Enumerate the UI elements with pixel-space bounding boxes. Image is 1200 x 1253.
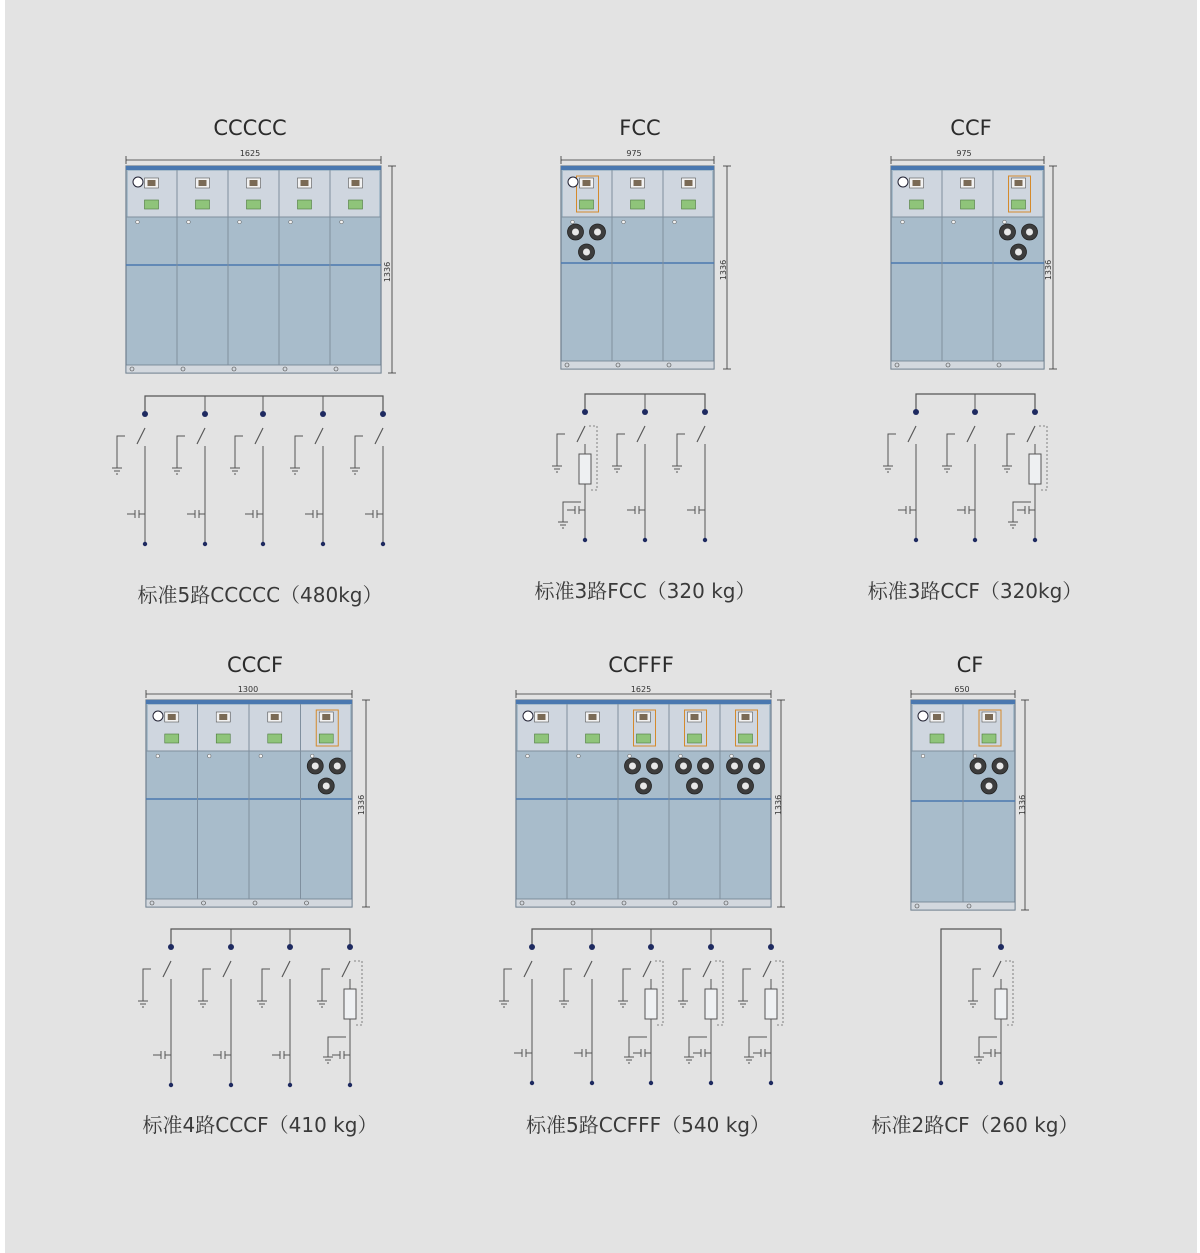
config-title-cf: CF [956, 653, 984, 677]
bus-junction-node [142, 411, 148, 417]
brand-logo-icon [898, 177, 908, 187]
feeder-terminal-node [169, 1083, 173, 1087]
feeder-terminal-node [348, 1083, 352, 1087]
earthing-switch [295, 436, 303, 458]
bus-junction-node [529, 944, 535, 950]
cabinet-top-strip [516, 700, 771, 704]
bus-junction-node [380, 411, 386, 417]
cabinet-ccfff [516, 690, 785, 907]
width-dimension-ccfff: 1625 [630, 685, 652, 694]
cabinet-base [146, 899, 352, 907]
knob [952, 220, 956, 224]
earthing-switch [143, 969, 151, 991]
load-switch-blade [197, 428, 205, 444]
knob [673, 220, 677, 224]
page-background [5, 0, 1197, 1253]
cabinet-base [561, 361, 714, 369]
feeder-terminal-node [229, 1083, 233, 1087]
cabinet-ccccc [126, 156, 396, 373]
bus-junction-node [260, 411, 266, 417]
fuse-icon [645, 989, 657, 1019]
cabinet-fcc [561, 156, 731, 369]
width-dimension-ccccc: 1625 [239, 149, 261, 158]
earthing-switch [623, 969, 631, 991]
bus-junction-node [589, 944, 595, 950]
earthing-switch [322, 969, 330, 991]
load-switch-blade [908, 426, 916, 442]
knob [577, 754, 581, 758]
height-dimension-fcc: 1336 [719, 259, 728, 281]
bus-junction-node [702, 409, 708, 415]
mimic-indicator-core [933, 714, 941, 720]
fuse-gauge-dial [691, 783, 698, 790]
fuse-gauge-dial [651, 763, 658, 770]
load-switch-blade [375, 428, 383, 444]
width-dimension-cf: 650 [954, 685, 970, 694]
earthing-switch [617, 434, 625, 456]
earthing-switch [203, 969, 211, 991]
load-switch-blade [163, 961, 171, 977]
status-indicator [688, 734, 702, 743]
fuse-gauge-dial [572, 229, 579, 236]
knob [259, 754, 263, 758]
fuse-gauge-dial [583, 249, 590, 256]
status-indicator [535, 734, 549, 743]
knob [973, 754, 977, 758]
status-indicator [216, 734, 230, 743]
fuse-gauge-dial [680, 763, 687, 770]
mimic-indicator-core [985, 714, 993, 720]
load-switch-blade [524, 961, 532, 977]
fuse-gauge-dial [753, 763, 760, 770]
load-switch-blade [282, 961, 290, 977]
config-title-ccccc: CCCCC [213, 116, 287, 140]
single-line-diagram-fcc [552, 394, 708, 542]
feeder-terminal-node [1033, 538, 1037, 542]
feeder-terminal-node [288, 1083, 292, 1087]
width-dimension-cccf: 1300 [237, 685, 259, 694]
feeder-terminal-node [769, 1081, 773, 1085]
cabinet-top-strip [561, 166, 714, 170]
config-caption-cccf: 标准4路CCCF（410 kg） [142, 1113, 378, 1137]
bus-junction-node [708, 944, 714, 950]
config-title-ccf: CCF [950, 116, 992, 140]
cabinet-base [911, 902, 1015, 910]
height-dimension-ccccc: 1336 [383, 261, 392, 283]
bus-junction-node [642, 409, 648, 415]
knob [156, 754, 160, 758]
mimic-indicator-core [913, 180, 921, 186]
mimic-indicator-core [742, 714, 750, 720]
earthing-switch [235, 436, 243, 458]
fuse-gauge-dial [1026, 229, 1033, 236]
status-indicator [165, 734, 179, 743]
single-line-diagram-ccccc [112, 396, 386, 546]
load-switch-blade [1027, 426, 1035, 442]
load-switch-blade [703, 961, 711, 977]
status-indicator [580, 200, 594, 209]
feeder-terminal-node [203, 542, 207, 546]
config-caption-fcc: 标准3路FCC（320 kg） [534, 579, 756, 603]
status-indicator [682, 200, 696, 209]
feeder-terminal-node [530, 1081, 534, 1085]
fuse-gauge-dial [975, 763, 982, 770]
fuse-icon [705, 989, 717, 1019]
switchgear-diagram [5, 0, 1197, 1253]
mimic-indicator-core [301, 180, 309, 186]
load-switch-blade [584, 961, 592, 977]
fuse-icon [579, 454, 591, 484]
earthing-switch [677, 434, 685, 456]
config-caption-cf: 标准2路CF（260 kg） [871, 1113, 1079, 1137]
brand-logo-icon [568, 177, 578, 187]
earthing-switch [743, 969, 751, 991]
feeder-terminal-node [939, 1081, 943, 1085]
cabinet-top-strip [146, 700, 352, 704]
fuse-gauge-dial [1004, 229, 1011, 236]
knob [571, 220, 575, 224]
bus-junction-node [228, 944, 234, 950]
bus-junction-node [582, 409, 588, 415]
config-title-fcc: FCC [619, 116, 661, 140]
config-caption-ccccc: 标准5路CCCCC（480kg） [137, 583, 383, 607]
status-indicator [1012, 200, 1026, 209]
bus-junction-node [1032, 409, 1038, 415]
mimic-indicator-core [199, 180, 207, 186]
fuse-gauge-dial [986, 783, 993, 790]
lower-earthing-switch [629, 1037, 647, 1047]
cabinet-top-strip [911, 700, 1015, 704]
single-line-diagram-cf [939, 929, 1013, 1085]
earthing-switch [355, 436, 363, 458]
status-indicator [268, 734, 282, 743]
cabinet-cccf [146, 690, 370, 907]
load-switch-blade [637, 426, 645, 442]
fuse-gauge-dial [731, 763, 738, 770]
mimic-indicator-core [538, 714, 546, 720]
knob [730, 754, 734, 758]
earthing-switch [973, 969, 981, 991]
width-dimension-ccf: 975 [956, 149, 972, 158]
mimic-indicator-core [640, 714, 648, 720]
earthing-switch [683, 969, 691, 991]
cabinet-base [126, 365, 381, 373]
lower-earthing-switch [979, 1037, 997, 1047]
knob [628, 754, 632, 758]
load-switch-blade [697, 426, 705, 442]
height-dimension-ccf: 1336 [1044, 259, 1053, 281]
knob [310, 754, 314, 758]
busbar [941, 929, 1001, 1083]
cabinet-top-strip [126, 166, 381, 170]
load-switch-blade [342, 961, 350, 977]
load-switch-blade [255, 428, 263, 444]
bus-junction-node [347, 944, 353, 950]
mimic-indicator-core [589, 714, 597, 720]
load-switch-blade [993, 961, 1001, 977]
status-indicator [631, 200, 645, 209]
earthing-switch [564, 969, 572, 991]
bus-junction-node [648, 944, 654, 950]
fuse-gauge-dial [629, 763, 636, 770]
knob [340, 220, 344, 224]
mimic-indicator-core [271, 714, 279, 720]
status-indicator [961, 200, 975, 209]
earthing-switch [888, 434, 896, 456]
height-dimension-cccf: 1336 [357, 794, 366, 816]
single-line-diagram-cccf [138, 929, 362, 1087]
mimic-indicator-core [168, 714, 176, 720]
fuse-gauge-dial [640, 783, 647, 790]
cabinet-top-strip [891, 166, 1044, 170]
feeder-terminal-node [703, 538, 707, 542]
knob [901, 220, 905, 224]
feeder-terminal-node [583, 538, 587, 542]
load-switch-blade [577, 426, 585, 442]
cabinet-base [891, 361, 1044, 369]
fuse-gauge-dial [1015, 249, 1022, 256]
single-line-diagram-ccfff [499, 929, 783, 1085]
lower-earthing-switch [328, 1037, 346, 1047]
status-indicator [319, 734, 333, 743]
load-switch-blade [967, 426, 975, 442]
lower-earthing-switch [749, 1037, 767, 1047]
bus-junction-node [913, 409, 919, 415]
knob [289, 220, 293, 224]
load-switch-blade [643, 961, 651, 977]
cabinet-cf [911, 690, 1029, 910]
knob [921, 754, 925, 758]
load-switch-blade [223, 961, 231, 977]
fuse-gauge-dial [702, 763, 709, 770]
earthing-switch [177, 436, 185, 458]
mimic-indicator-core [322, 714, 330, 720]
feeder-terminal-node [321, 542, 325, 546]
fuse-gauge-dial [323, 783, 330, 790]
status-indicator [982, 734, 996, 743]
fuse-gauge-dial [997, 763, 1004, 770]
feeder-terminal-node [709, 1081, 713, 1085]
bus-junction-node [998, 944, 1004, 950]
brand-logo-icon [523, 711, 533, 721]
mimic-indicator-core [148, 180, 156, 186]
bus-junction-node [287, 944, 293, 950]
status-indicator [930, 734, 944, 743]
fuse-gauge-dial [312, 763, 319, 770]
mimic-indicator-core [1015, 180, 1023, 186]
status-indicator [247, 200, 261, 209]
width-dimension-fcc: 975 [626, 149, 642, 158]
config-title-cccf: CCCF [226, 653, 284, 677]
load-switch-blade [137, 428, 145, 444]
knob [622, 220, 626, 224]
bus-junction-node [972, 409, 978, 415]
fuse-icon [344, 989, 356, 1019]
fuse-gauge-dial [334, 763, 341, 770]
fuse-icon [995, 989, 1007, 1019]
bus-junction-node [168, 944, 174, 950]
status-indicator [145, 200, 159, 209]
bus-junction-node [768, 944, 774, 950]
bus-junction-node [202, 411, 208, 417]
feeder-terminal-node [973, 538, 977, 542]
load-switch-blade [315, 428, 323, 444]
earthing-switch [117, 436, 125, 458]
status-indicator [196, 200, 210, 209]
feeder-terminal-node [999, 1081, 1003, 1085]
feeder-terminal-node [261, 542, 265, 546]
cabinet-base [516, 899, 771, 907]
feeder-terminal-node [590, 1081, 594, 1085]
fuse-icon [1029, 454, 1041, 484]
knob [238, 220, 242, 224]
height-dimension-ccfff: 1336 [774, 794, 783, 816]
mimic-indicator-core [691, 714, 699, 720]
earthing-switch [504, 969, 512, 991]
feeder-terminal-node [643, 538, 647, 542]
lower-earthing-switch [689, 1037, 707, 1047]
brand-logo-icon [153, 711, 163, 721]
config-title-ccfff: CCFFF [608, 653, 674, 677]
brand-logo-icon [918, 711, 928, 721]
single-line-diagram-ccf [883, 394, 1047, 542]
mimic-indicator-core [634, 180, 642, 186]
cabinet-ccf [891, 156, 1057, 369]
fuse-gauge-dial [594, 229, 601, 236]
knob [207, 754, 211, 758]
fuse-icon [765, 989, 777, 1019]
knob [187, 220, 191, 224]
status-indicator [637, 734, 651, 743]
mimic-indicator-core [219, 714, 227, 720]
status-indicator [298, 200, 312, 209]
feeder-terminal-node [381, 542, 385, 546]
brand-logo-icon [133, 177, 143, 187]
config-caption-ccfff: 标准5路CCFFF（540 kg） [526, 1113, 770, 1137]
bus-junction-node [320, 411, 326, 417]
earthing-switch [557, 434, 565, 456]
earthing-switch [1007, 434, 1015, 456]
feeder-terminal-node [649, 1081, 653, 1085]
knob [679, 754, 683, 758]
knob [136, 220, 140, 224]
load-switch-blade [763, 961, 771, 977]
knob [526, 754, 530, 758]
status-indicator [739, 734, 753, 743]
fuse-gauge-dial [742, 783, 749, 790]
feeder-terminal-node [914, 538, 918, 542]
status-indicator [910, 200, 924, 209]
mimic-indicator-core [964, 180, 972, 186]
knob [1003, 220, 1007, 224]
busbar [171, 929, 350, 947]
mimic-indicator-core [685, 180, 693, 186]
mimic-indicator-core [352, 180, 360, 186]
status-indicator [349, 200, 363, 209]
feeder-terminal-node [143, 542, 147, 546]
height-dimension-cf: 1336 [1018, 794, 1027, 816]
config-caption-ccf: 标准3路CCF（320kg） [867, 579, 1083, 603]
mimic-indicator-core [250, 180, 258, 186]
earthing-switch [947, 434, 955, 456]
mimic-indicator-core [583, 180, 591, 186]
earthing-switch [262, 969, 270, 991]
status-indicator [586, 734, 600, 743]
